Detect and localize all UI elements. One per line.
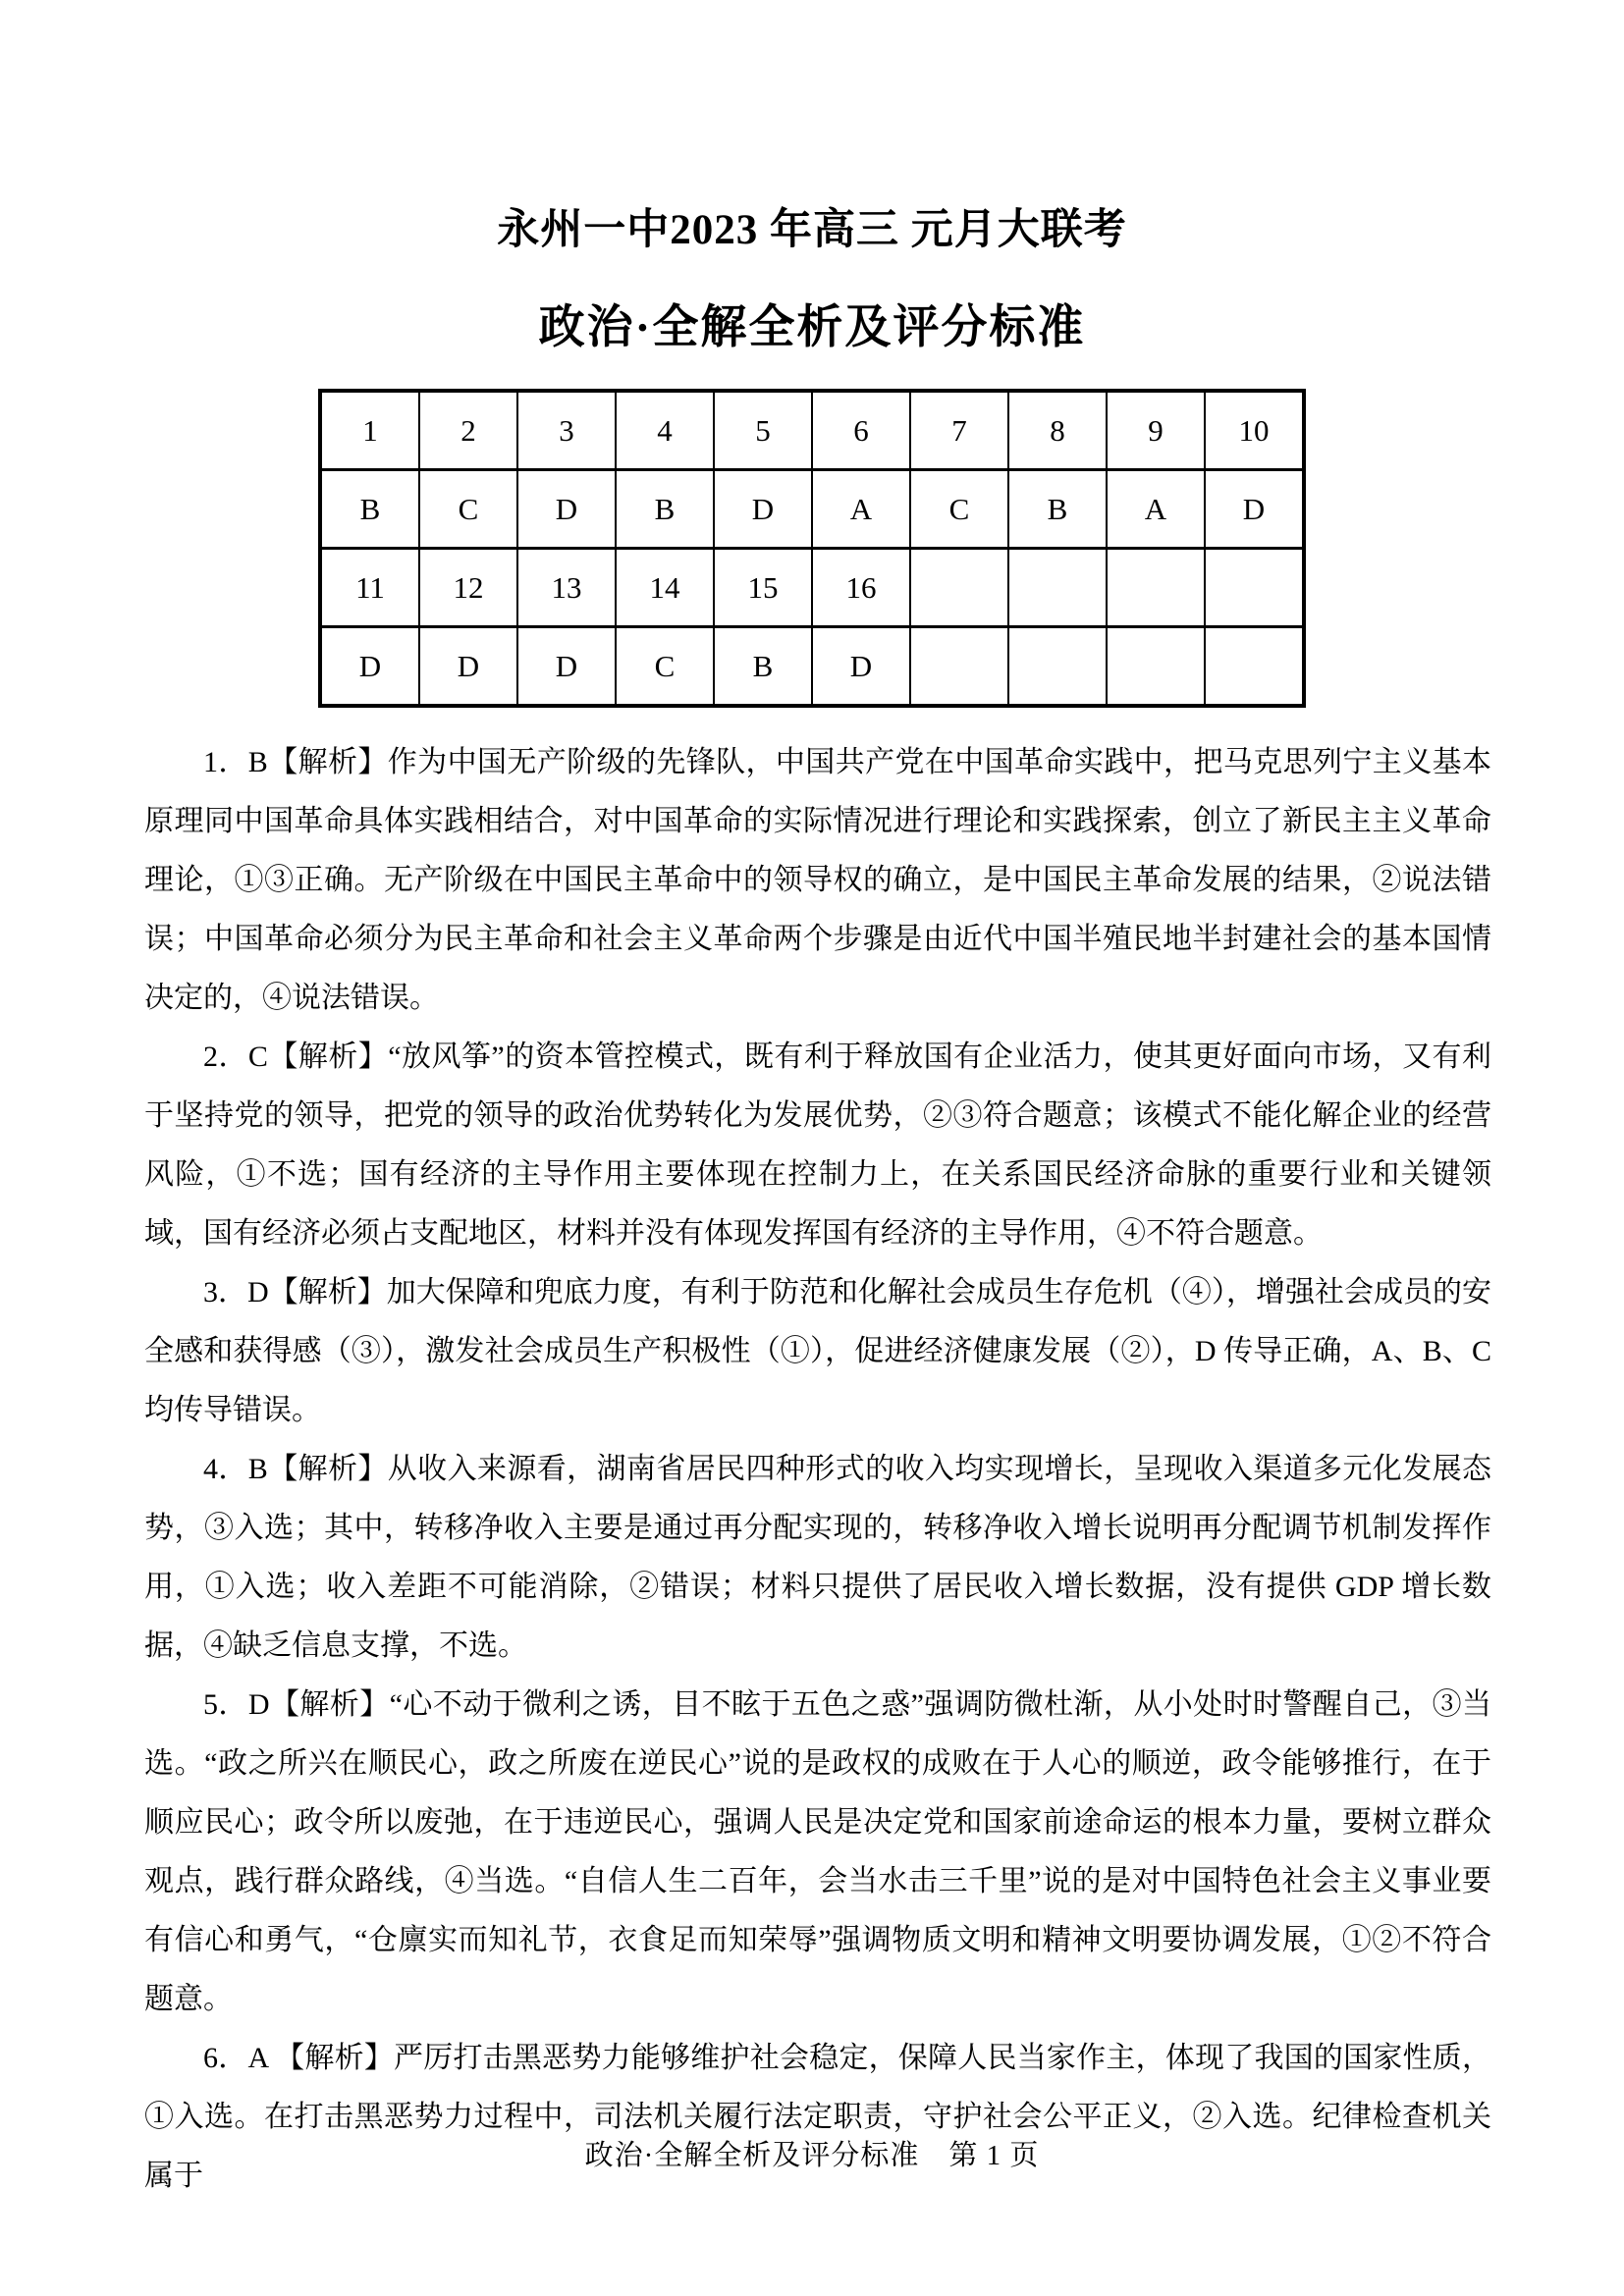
table-cell [1107, 549, 1205, 627]
table-cell: D [1205, 470, 1304, 549]
table-cell: B [1008, 470, 1107, 549]
table-cell [1205, 549, 1304, 627]
table-cell: B [616, 470, 714, 549]
table-cell: A [812, 470, 910, 549]
question-number-row-1 [320, 391, 1304, 470]
table-cell: 1 [320, 391, 419, 470]
table-cell: 13 [517, 549, 616, 627]
page-subtitle: 政治·全解全析及评分标准 [538, 302, 1086, 353]
page-footer: 政治·全解全析及评分标准 第 1 页 [584, 2140, 1040, 2171]
answer-key-table-wrapper [0, 389, 1624, 708]
table-cell: 14 [616, 549, 714, 627]
table-cell: B [320, 470, 419, 549]
table-cell: D [714, 470, 812, 549]
page-title: 永州一中2023 年高三 元月大联考 [497, 207, 1127, 253]
answer-row-2 [320, 627, 1304, 707]
table-cell: D [419, 627, 517, 707]
table-cell: 12 [419, 549, 517, 627]
explanation-paragraph-2: 2．C【解析】“放风筝”的资本管控模式，既有利于释放国有企业活力，使其更好面向市场，又有利于坚持党的领导，把党的领导的政治优势转化为发展优势，②③符合题意；该模式不能化解企业的经营风险，①不选；国有经济的主导作用主要体现在控制力上，在关系国民经济命脉的重要行业和关键领域，国有经济必须占支配地区，材料并没有体现发挥国有经济的主导作用，④不符合题意。 [144, 1041, 1491, 1250]
table-cell: C [910, 470, 1008, 549]
table-cell: D [517, 627, 616, 707]
table-cell: 6 [812, 391, 910, 470]
table-cell: D [517, 470, 616, 549]
explanation-paragraph-3: 3．D【解析】加大保障和兜底力度，有利于防范和化解社会成员生存危机（④），增强社会成员的安全感和获得感（③），激发社会成员生产积极性（①），促进经济健康发展（②），D 传导正确，A、B、C 均传导错误。 [144, 1276, 1491, 1426]
explanation-paragraph-4: 4．B【解析】从收入来源看，湖南省居民四种形式的收入均实现增长，呈现收入渠道多元化发展态势，③入选；其中，转移净收入主要是通过再分配实现的，转移净收入增长说明再分配调节机制发挥作用，①入选；收入差距不可能消除，②错误；材料只提供了居民收入增长数据，没有提供 GDP 增长数据，④缺乏信息支撑，不选。 [144, 1453, 1491, 1662]
table-cell [910, 627, 1008, 707]
table-cell: 15 [714, 549, 812, 627]
table-cell: 7 [910, 391, 1008, 470]
question-number-row-2 [320, 549, 1304, 627]
table-cell: 3 [517, 391, 616, 470]
table-cell: 16 [812, 549, 910, 627]
answer-row-1 [320, 470, 1304, 549]
table-cell: 10 [1205, 391, 1304, 470]
answer-key-table [318, 389, 1306, 708]
table-cell: 8 [1008, 391, 1107, 470]
explanation-paragraph-1: 1．B【解析】作为中国无产阶级的先锋队，中国共产党在中国革命实践中，把马克思列宁主义基本原理同中国革命具体实践相结合，对中国革命的实际情况进行理论和实践探索，创立了新民主主义革命理论，①③正确。无产阶级在中国民主革命中的领导权的确立，是中国民主革命发展的结果，②说法错误；中国革命必须分为民主革命和社会主义革命两个步骤是由近代中国半殖民地半封建社会的基本国情决定的，④说法错误。 [144, 746, 1491, 1014]
table-cell: 11 [320, 549, 419, 627]
table-cell: C [616, 627, 714, 707]
table-cell: D [320, 627, 419, 707]
table-cell [1008, 549, 1107, 627]
table-cell: 2 [419, 391, 517, 470]
table-cell: B [714, 627, 812, 707]
table-cell [1107, 627, 1205, 707]
table-cell: 9 [1107, 391, 1205, 470]
table-cell [910, 549, 1008, 627]
table-cell: 4 [616, 391, 714, 470]
table-cell: D [812, 627, 910, 707]
table-cell [1205, 627, 1304, 707]
table-cell: C [419, 470, 517, 549]
table-cell: A [1107, 470, 1205, 549]
explanation-paragraph-6: 6．A 【解析】严厉打击黑恶势力能够维护社会稳定，保障人民当家作主，体现了我国的国家性质，①入选。在打击黑恶势力过程中，司法机关履行法定职责，守护社会公平正义，②入选。纪律检查机关属于 [144, 2042, 1491, 2192]
explanations-section [144, 733, 1491, 2206]
explanation-paragraph-5: 5．D【解析】“心不动于微利之诱，目不眩于五色之惑”强调防微杜渐，从小处时时警醒自己，③当选。“政之所兴在顺民心，政之所废在逆民心”说的是政权的成败在于人心的顺逆，政令能够推行，在于顺应民心；政令所以废弛，在于违逆民心，强调人民是决定党和国家前途命运的根本力量，要树立群众观点，践行群众路线，④当选。“自信人生二百年，会当水击三千里”说的是对中国特色社会主义事业要有信心和勇气，“仓廪实而知礼节，衣食足而知荣辱”强调物质文明和精神文明要协调发展，①②不符合题意。 [144, 1688, 1491, 2015]
table-cell [1008, 627, 1107, 707]
table-cell: 5 [714, 391, 812, 470]
